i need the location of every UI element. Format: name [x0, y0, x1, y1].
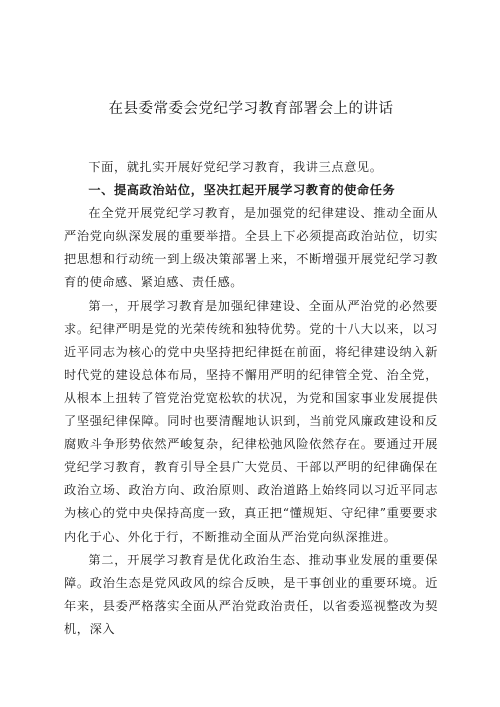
paragraph-3: 第二，开展学习教育是优化政治生态、推动事业发展的重要保障。政治生态是党风政风的综合反映，是干事创业的重要环境。近年来，县委严格落实全面从严治党政治责任，以省委巡视整改为契机，深入	[64, 552, 438, 636]
paragraph-1: 在全党开展党纪学习教育，是加强党的纪律建设、推动全面从严治党向纵深发展的重要举措。全县上下必须提高政治站位，切实把思想和行动统一到上级决策部署上来，不断增强开展党纪学习教育的使命感、紧迫感、责任感。	[64, 206, 438, 290]
paragraph-2: 第一，开展学习教育是加强纪律建设、全面从严治党的必然要求。纪律严明是党的光荣传统和独特优势。党的十八大以来，以习近平同志为核心的党中央坚持把纪律挺在前面，将纪律建设纳入新时代党的建设总体布局，坚持不懈用严明的纪律管全党、治全党，从根本上扭转了管党治党宽松软的状况，为党和国家事业发展提供了坚强纪律保障。同时也要清醒地认识到，当前党风廉政建设和反腐败斗争形势依然严峻复杂，纪律松弛风险依然存在。要通过开展党纪学习教育，教育引导全县广大党员、干部以严明的纪律确保在政治立场、政治方向、政治原则、政治道路上始终同以习近平同志为核心的党中央保持高度一致，真正把“懂规矩、守纪律”重要要求内化于心、外化于行，不断推动全面从严治党向纵深推进。	[64, 298, 438, 544]
document-title: 在县委常委会党纪学习教育部署会上的讲话	[108, 101, 394, 117]
intro-paragraph: 下面，就扎实开展好党纪学习教育，我讲三点意见。	[88, 160, 383, 174]
section-heading-1: 一、提高政治站位，坚决扛起开展学习教育的使命任务	[88, 183, 396, 198]
